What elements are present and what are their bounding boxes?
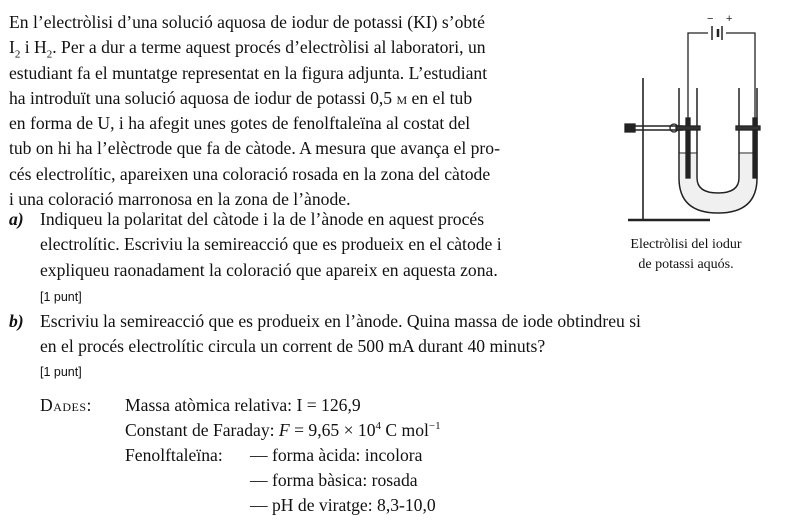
question-line: expliqueu raonadament la coloració que apareix en aquesta zona. <box>40 259 498 280</box>
superscript: −1 <box>428 420 441 433</box>
atomic-mass-row: Massa atòmica relativa: I = 126,9 <box>125 395 361 415</box>
intro-line: En l’electròlisi d’una solució aquosa de iodur de potassi (KI) s’obté <box>9 12 485 32</box>
electrolysis-apparatus-figure <box>608 8 788 228</box>
question-letter: b) <box>9 311 24 331</box>
molar-unit: m <box>396 87 408 108</box>
question-a <box>9 207 589 283</box>
clamp-knob <box>625 124 635 132</box>
solution <box>680 154 756 212</box>
caption-line: Electròlisi del iodur <box>630 237 742 252</box>
intro-paragraph <box>9 10 589 212</box>
wire-left <box>688 33 708 128</box>
stopper-right <box>736 126 760 130</box>
question-line: Escriviu la semireacció que es produeix en l’ànode. Quina massa de iode obtindreu si <box>40 311 641 331</box>
caption-line: de potassi aquós. <box>638 257 734 272</box>
superscript: 4 <box>375 420 381 433</box>
fenol-acid-row: — forma àcida: incolora <box>250 445 423 465</box>
text-span: C mol <box>381 420 429 440</box>
intro-line <box>9 35 589 60</box>
question-line: en el procés electrolític circula un corrent de 500 mA durant 40 minuts? <box>40 336 546 357</box>
u-tube-inner <box>697 88 739 193</box>
text-span: ha introduït una solució aquosa de iodur de potassi 0,5 <box>9 87 397 108</box>
stopper-left <box>676 126 700 130</box>
text-span: en el tub <box>407 87 473 108</box>
subscript: 2 <box>46 48 53 61</box>
subscript: 2 <box>14 48 21 61</box>
intro-line: en forma de U, i ha afegit unes gotes de fenolftaleïna al costat del <box>9 113 471 134</box>
wire-right <box>726 33 755 128</box>
question-letter: a) <box>9 209 24 229</box>
text-span: . Per a dur a terme aquest procés d’electròlisi al laboratori, un <box>52 37 486 58</box>
question-line: Indiqueu la polaritat del càtode i la de l’ànode en aquest procés <box>40 209 485 229</box>
battery-minus-label: − <box>707 13 714 25</box>
fenol-basic-row: — forma bàsica: rosada <box>250 470 418 490</box>
faraday-row <box>125 418 441 443</box>
faraday-symbol: F <box>278 420 290 440</box>
intro-line: estudiant fa el muntatge representat en la figura adjunta. L’estudiant <box>9 62 488 83</box>
data-label: Dades: <box>40 395 92 415</box>
fenol-ph-row: — pH de viratge: 8,3-10,0 <box>250 495 436 515</box>
text-span: = 9,65 × 10 <box>289 420 376 440</box>
question-b <box>9 309 779 360</box>
question-line: electrolític. Escriviu la semireacció que es produeix en el càtode i <box>40 234 502 255</box>
intro-line: tub on hi ha l’elèctrode que fa de càtode. A mesura que avança el pro- <box>9 138 500 159</box>
question-text <box>40 309 779 360</box>
fenol-label: Fenolftaleïna: <box>125 445 223 465</box>
text-span: i H <box>20 37 47 58</box>
intro-line <box>9 86 589 111</box>
points-label: [1 punt] <box>40 365 82 379</box>
text-span: Constant de Faraday: <box>125 420 279 440</box>
figure-caption <box>596 235 776 275</box>
intro-line: i una coloració marronosa en la zona de l’ànode. <box>9 189 351 210</box>
intro-line: cés electrolític, apareixen una coloració rosada en la zona del càtode <box>9 163 491 184</box>
points-label: [1 punt] <box>40 290 82 304</box>
text-span: I <box>9 37 15 58</box>
question-text <box>40 207 589 283</box>
battery-plus-label: + <box>726 13 733 25</box>
